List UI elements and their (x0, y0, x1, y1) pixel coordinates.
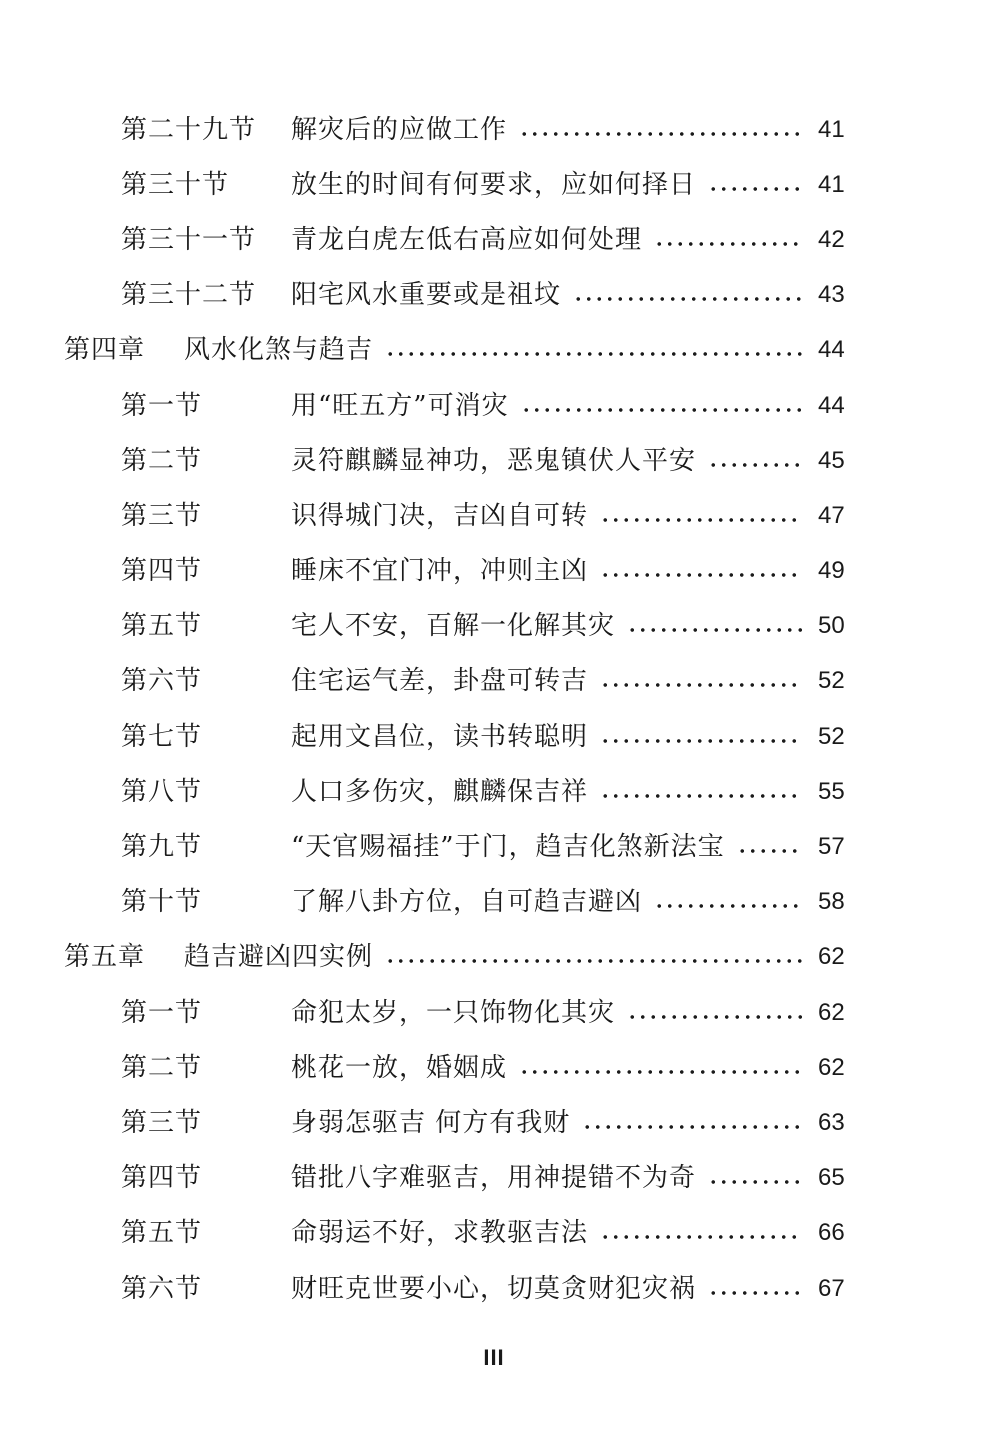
dot-leader (600, 518, 802, 522)
entry-number: 第二节 (121, 445, 203, 476)
entry-number: 第三十一节 (121, 224, 257, 255)
entry-page-number: 50 (818, 612, 845, 640)
toc-section-entry (0, 268, 988, 323)
entry-page-number: 67 (818, 1274, 845, 1302)
entry-number: 第五节 (121, 611, 203, 642)
toc-section-entry (0, 985, 988, 1040)
entry-number: 第六节 (121, 666, 203, 697)
dot-leader (582, 1125, 802, 1129)
entry-number: 第五章 (64, 942, 146, 973)
toc-section-entry (0, 764, 988, 819)
entry-title: 身弱怎驱吉 何方有我财 (291, 1107, 571, 1138)
entry-title: 起用文昌位，读书转聪明 (291, 721, 589, 752)
entry-title: 人口多伤灾，麒麟保吉祥 (291, 776, 589, 807)
toc-section-entry (0, 654, 988, 709)
toc-section-entry (0, 488, 988, 543)
dot-leader (708, 187, 802, 191)
entry-page-number: 63 (818, 1108, 845, 1136)
entry-title: 识得城门决，吉凶自可转 (291, 500, 589, 531)
entry-page-number: 41 (818, 170, 845, 198)
dot-leader (600, 573, 802, 577)
table-of-contents (0, 102, 988, 1316)
entry-title: 趋吉避凶四实例 (184, 942, 374, 973)
dot-leader (627, 1015, 802, 1019)
entry-page-number: 44 (818, 391, 845, 419)
toc-chapter-entry (0, 323, 988, 378)
entry-number: 第三节 (121, 1107, 203, 1138)
dot-leader (708, 1180, 802, 1184)
toc-section-entry (0, 1261, 988, 1316)
entry-number: 第六节 (121, 1273, 203, 1304)
entry-page-number: 43 (818, 281, 845, 309)
toc-section-entry (0, 599, 988, 654)
entry-title: 解灾后的应做工作 (291, 114, 508, 145)
toc-section-entry (0, 157, 988, 212)
entry-page-number: 42 (818, 225, 845, 253)
entry-page-number: 62 (818, 943, 845, 971)
entry-number: 第十节 (121, 887, 203, 918)
entry-title: 阳宅风水重要或是祖坟 (291, 280, 562, 311)
entry-number: 第三十二节 (121, 280, 257, 311)
entry-number: 第八节 (121, 776, 203, 807)
entry-number: 第一节 (121, 390, 203, 421)
dot-leader (385, 352, 802, 356)
entry-page-number: 66 (818, 1219, 845, 1247)
entry-title: “天官赐福挂”于门，趋吉化煞新法宝 (291, 832, 725, 863)
entry-page-number: 62 (818, 1053, 845, 1081)
entry-title: 桃花一放，婚姻成 (291, 1052, 508, 1083)
entry-page-number: 49 (818, 557, 845, 585)
dot-leader (521, 408, 802, 412)
entry-page-number: 62 (818, 998, 845, 1026)
entry-page-number: 52 (818, 722, 845, 750)
dot-leader (385, 959, 802, 963)
entry-number: 第四节 (121, 556, 203, 587)
toc-section-entry (0, 875, 988, 930)
dot-leader (708, 1291, 802, 1295)
entry-number: 第三节 (121, 500, 203, 531)
entry-number: 第三十节 (121, 169, 230, 200)
toc-section-entry (0, 1151, 988, 1206)
toc-section-entry (0, 709, 988, 764)
entry-title: 青龙白虎左低右高应如何处理 (291, 224, 643, 255)
dot-leader (708, 463, 802, 467)
dot-leader (600, 683, 802, 687)
entry-title: 放生的时间有何要求，应如何择日 (291, 169, 697, 200)
page-number: III (483, 1345, 505, 1370)
entry-title: 命犯太岁，一只饰物化其灾 (291, 997, 616, 1028)
dot-leader (519, 132, 802, 136)
toc-section-entry (0, 544, 988, 599)
entry-title: 命弱运不好，求教驱吉法 (291, 1218, 589, 1249)
dot-leader (654, 904, 802, 908)
dot-leader (600, 739, 802, 743)
entry-title: 住宅运气差，卦盘可转吉 (291, 666, 589, 697)
toc-section-entry (0, 1040, 988, 1095)
toc-section-entry (0, 819, 988, 874)
entry-number: 第九节 (121, 832, 203, 863)
entry-title: 错批八字难驱吉，用神提错不为奇 (291, 1163, 697, 1194)
dot-leader (573, 297, 802, 301)
entry-number: 第二十九节 (121, 114, 257, 145)
entry-page-number: 55 (818, 777, 845, 805)
dot-leader (519, 1070, 802, 1074)
entry-number: 第二节 (121, 1052, 203, 1083)
entry-page-number: 41 (818, 115, 845, 143)
entry-number: 第七节 (121, 721, 203, 752)
toc-section-entry (0, 1095, 988, 1150)
entry-page-number: 44 (818, 336, 845, 364)
toc-section-entry (0, 433, 988, 488)
entry-page-number: 47 (818, 501, 845, 529)
toc-section-entry (0, 378, 988, 433)
toc-section-entry (0, 1206, 988, 1261)
entry-page-number: 57 (818, 833, 845, 861)
dot-leader (654, 242, 802, 246)
entry-number: 第四节 (121, 1163, 203, 1194)
toc-section-entry (0, 212, 988, 267)
toc-section-entry (0, 102, 988, 157)
toc-chapter-entry (0, 930, 988, 985)
entry-page-number: 52 (818, 667, 845, 695)
entry-number: 第五节 (121, 1218, 203, 1249)
dot-leader (600, 794, 802, 798)
entry-page-number: 45 (818, 446, 845, 474)
entry-title: 用“旺五方”可消灾 (291, 390, 509, 421)
entry-number: 第四章 (64, 335, 146, 366)
entry-title: 灵符麒麟显神功，恶鬼镇伏人平安 (291, 445, 697, 476)
entry-number: 第一节 (121, 997, 203, 1028)
dot-leader (627, 628, 802, 632)
entry-title: 风水化煞与趋吉 (184, 335, 374, 366)
entry-page-number: 58 (818, 888, 845, 916)
entry-title: 了解八卦方位，自可趋吉避凶 (291, 887, 643, 918)
dot-leader (737, 849, 802, 853)
entry-page-number: 65 (818, 1164, 845, 1192)
entry-title: 财旺克世要小心，切莫贪财犯灾祸 (291, 1273, 697, 1304)
dot-leader (600, 1235, 802, 1239)
entry-title: 睡床不宜门冲，冲则主凶 (291, 556, 589, 587)
entry-title: 宅人不安，百解一化解其灾 (291, 611, 616, 642)
